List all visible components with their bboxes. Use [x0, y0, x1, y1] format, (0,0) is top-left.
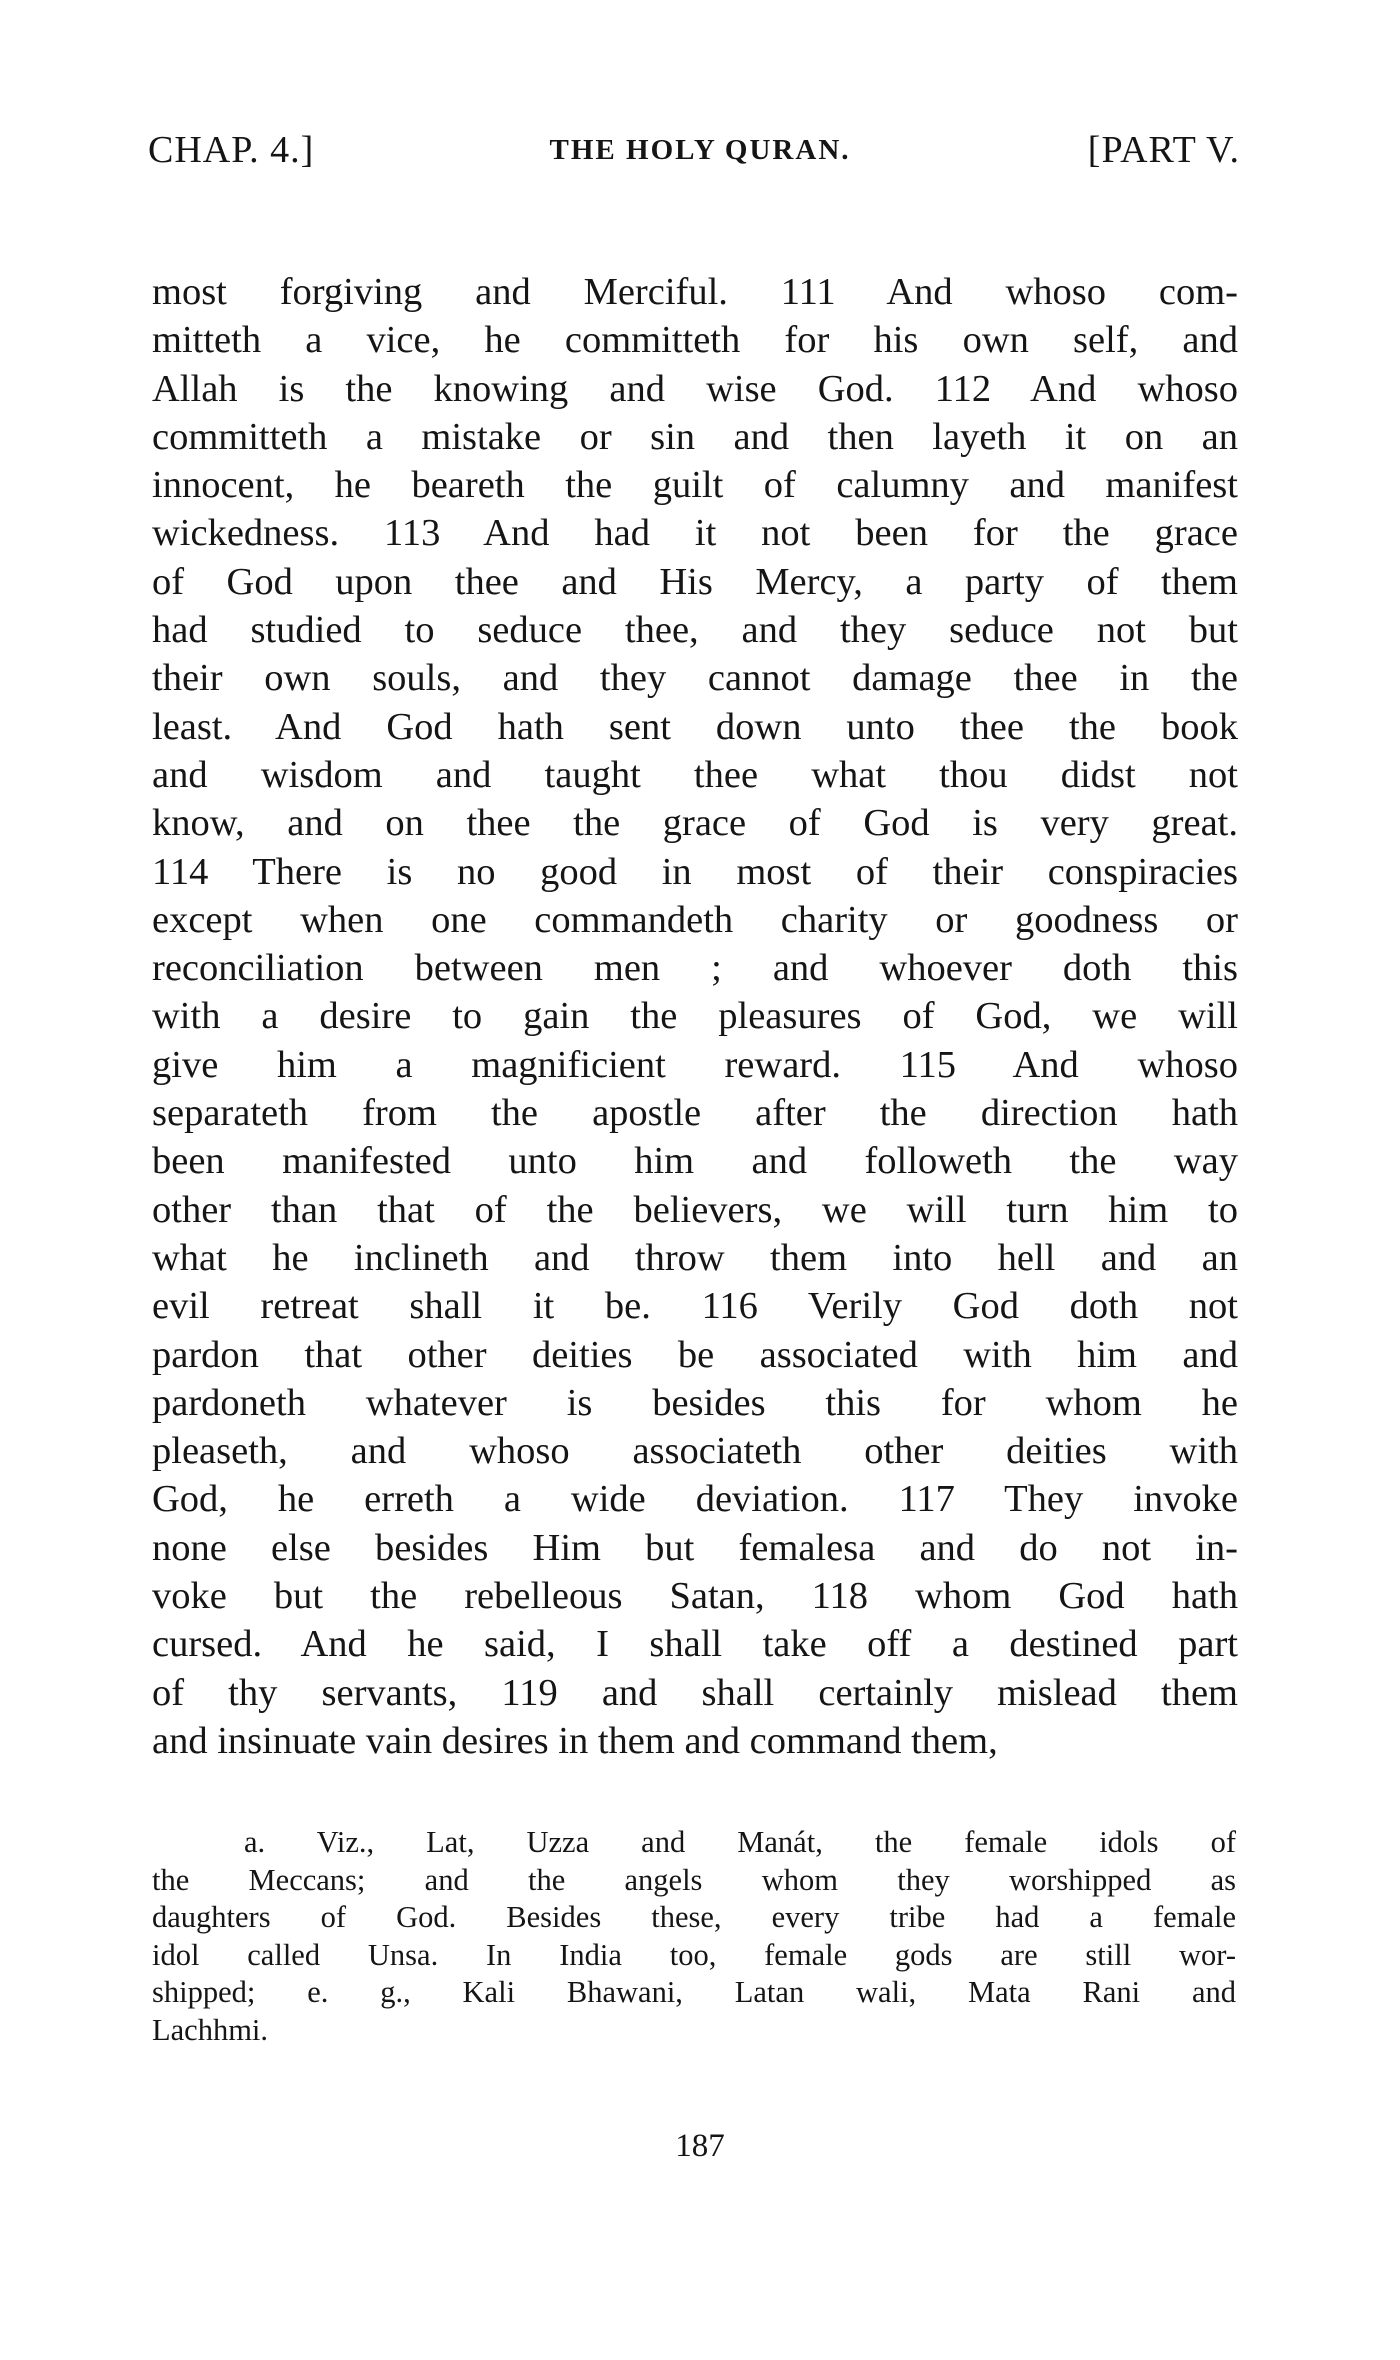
text-line: pleaseth, and whoso associateth other deities with [152, 1430, 1238, 1473]
text-line: of thy servants, 119 and shall certainly mislead them [152, 1671, 1238, 1714]
text-line: and wisdom and taught thee what thou didst not [152, 753, 1238, 796]
text-line: what he inclineth and throw them into hell and an [152, 1236, 1238, 1279]
text-line: least. And God hath sent down unto thee the book [152, 705, 1238, 748]
footnote-line: Lachhmi. [152, 2012, 269, 2047]
text-line: 114 There is no good in most of their conspiracies [152, 850, 1238, 893]
footnote-line: idol called Unsa. In India too, female gods are still wor- [152, 1937, 1236, 1972]
running-header [148, 128, 1240, 178]
text-line: reconciliation between men ; and whoever doth this [152, 947, 1238, 990]
text-line: evil retreat shall it be. 116 Verily God doth not [152, 1285, 1238, 1328]
text-line: committeth a mistake or sin and then layeth it on an [152, 415, 1238, 458]
text-line: their own souls, and they cannot damage thee in the [152, 657, 1238, 700]
page-number: 187 [675, 2128, 725, 2164]
text-line: know, and on thee the grace of God is very great. [152, 802, 1238, 845]
part-label: [PART V. [1087, 129, 1240, 171]
text-line: except when one commandeth charity or goodness or [152, 898, 1238, 941]
text-line: separateth from the apostle after the direction hath [152, 1092, 1238, 1135]
text-line: with a desire to gain the pleasures of God, we will [152, 995, 1238, 1038]
text-line: pardon that other deities be associated with him and [152, 1333, 1238, 1376]
text-line: had studied to seduce thee, and they seduce not but [152, 609, 1238, 652]
text-line: voke but the rebelleous Satan, 118 whom God hath [152, 1575, 1238, 1618]
chapter-label: CHAP. 4.] [148, 129, 315, 171]
text-line: give him a magnificient reward. 115 And whoso [152, 1043, 1238, 1086]
book-title: THE HOLY QURAN. [549, 134, 851, 166]
text-line: other than that of the believers, we will turn him to [152, 1188, 1238, 1231]
main-text [152, 268, 1238, 1765]
text-line: cursed. And he said, I shall take off a destined part [152, 1623, 1238, 1666]
footnote-line: shipped; e. g., Kali Bhawani, Latan wali, Mata Rani and [152, 1975, 1236, 2010]
footnote-line: a. Viz., Lat, Uzza and Manát, the female idols of [244, 1825, 1236, 1859]
text-line: mitteth a vice, he committeth for his own self, and [152, 319, 1238, 362]
footnote-line: daughters of God. Besides these, every tribe had a female [152, 1900, 1236, 1935]
text-line: wickedness. 113 And had it not been for the grace [152, 512, 1238, 555]
footnote [152, 1824, 1236, 2050]
text-line: most forgiving and Merciful. 111 And whoso com- [152, 271, 1238, 313]
text-line: and insinuate vain desires in them and command them, [152, 1719, 998, 1762]
text-line: of God upon thee and His Mercy, a party of them [152, 560, 1238, 603]
text-line: pardoneth whatever is besides this for whom he [152, 1381, 1238, 1424]
footnote-line: the Meccans; and the angels whom they worshipped as [152, 1862, 1236, 1897]
text-line: been manifested unto him and followeth the way [152, 1140, 1238, 1183]
text-line: Allah is the knowing and wise God. 112 And whoso [152, 367, 1238, 410]
text-line: none else besides Him but femalesa and do not in- [152, 1526, 1238, 1569]
text-line: God, he erreth a wide deviation. 117 They invoke [152, 1478, 1238, 1521]
text-line: innocent, he beareth the guilt of calumny and manifest [152, 464, 1238, 507]
